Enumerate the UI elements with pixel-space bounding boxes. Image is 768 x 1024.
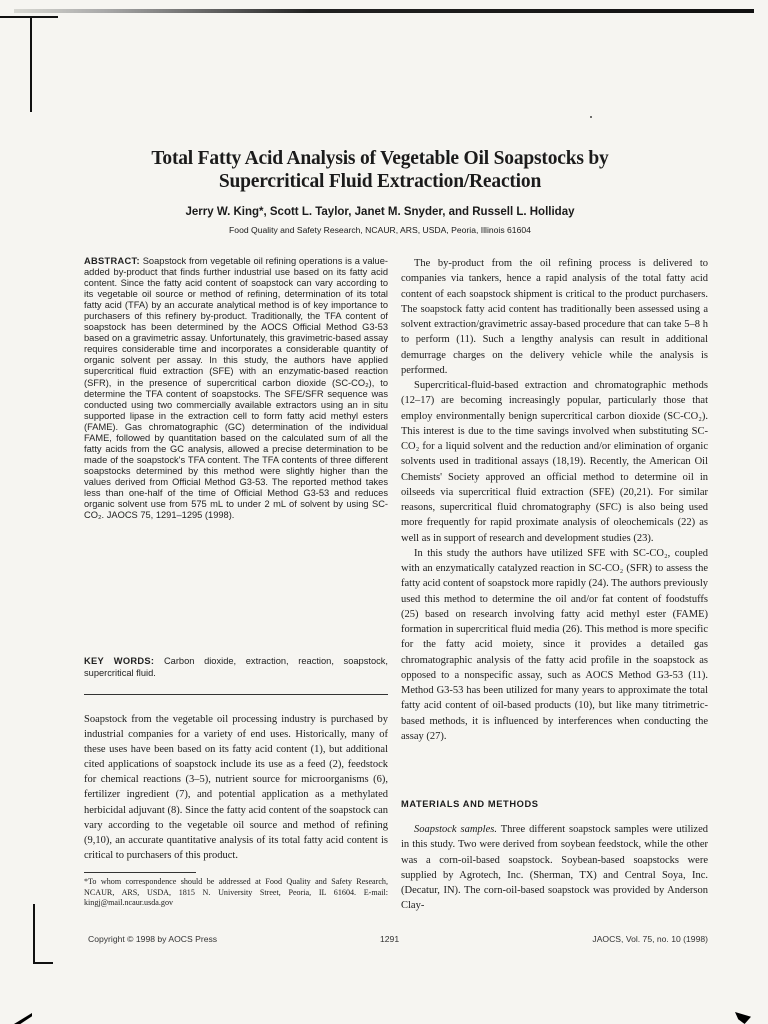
keywords	[84, 656, 388, 680]
materials-paragraph	[401, 822, 708, 914]
subsection-lead: Soapstock samples.	[414, 824, 497, 835]
abstract	[84, 256, 388, 521]
subsection-text: Three different soapstock samples were utilized in this study. Two were derived from soybean feedstock, while the other was a corn-oil-based soapstock. Soybean-based soapstocks were supplied by Agrotech, Inc. (Sherman, TX) and Central Soya, Inc. (Decatur, IN). The corn-oil-based soapstock was provided by Anderson Clay-	[401, 824, 708, 912]
paragraph-2: Supercritical-fluid-based extraction and chromatographic methods (12–17) are becoming increasingly popular, particularly those that employ environmentally benign supercritical carbon dioxide (SC-CO₂). This interest is due to the time savings involved when substituting SC-CO₂ for a liquid solvent and the reduction and/or elimination of organic solvents used in traditional assays (18,19). Recently, the American Oil Chemists' Society approved an official method to determine oil in oilseeds via supercritical fluid extraction (SFE) (20,21). For similar reasons, supercritical fluid chromatography (SFC) is also being used more frequently for rapid proximate analysis of oleochemicals (22) as well as in support of research and development studies (23).	[401, 380, 708, 544]
crop-mark-bottom-left-horizontal	[33, 962, 53, 964]
crop-mark-top-left-horizontal	[0, 16, 58, 18]
keywords-text: Carbon dioxide, extraction, reaction, soapstock, supercritical fluid.	[84, 656, 388, 678]
author-list: Jerry W. King*, Scott L. Taylor, Janet M. Snyder, and Russell L. Holliday	[185, 206, 575, 218]
right-column-text	[401, 256, 708, 744]
journal-reference: JAOCS, Vol. 75, no. 10 (1998)	[592, 934, 708, 944]
title-line-1: Total Fatty Acid Analysis of Vegetable Oil Soapstocks by	[151, 148, 609, 169]
paragraph-soapstock-samples	[401, 822, 708, 914]
article-title	[60, 147, 700, 193]
top-rule	[14, 9, 754, 13]
footnote-divider	[84, 872, 196, 873]
title-line-2: Supercritical Fluid Extraction/Reaction	[218, 171, 542, 192]
corner-mark-bottom-left	[14, 1013, 32, 1024]
correspondence-footnote: *To whom correspondence should be addressed at Food Quality and Safety Research, NCAUR, ARS, USDA, 1815 N. University Street, Peoria, IL 61604. E-mail: kingj@mail.ncaur.usda.gov	[84, 877, 388, 907]
abstract-citation: JAOCS 75, 1291–1295 (1998).	[106, 510, 235, 521]
section-heading-materials-methods: MATERIALS AND METHODS	[401, 799, 539, 809]
crop-mark-bottom-left-vertical	[33, 904, 35, 964]
keywords-label: KEY WORDS:	[84, 656, 155, 666]
abstract-label: ABSTRACT:	[84, 256, 140, 266]
intro-paragraph: Soapstock from the vegetable oil processing industry is purchased by industrial companies for a variety of end uses. Historically, many of these uses have been based on its fatty acid content (1), but additional cited applications of soapstock include its use as a feed (2), feedstock for chemical reactions (3–5), nutrient source for microorganisms (6), fertilizer ingredient (7), and potential application as a methylated herbicidal adjuvant (8). Since the fatty acid content of the soapstock can vary according to the vegetable oil source and method of refining (9,10), an accurate quantitative analysis of its total fatty acid content is critical to purchasers of this product.	[84, 714, 388, 861]
paragraph-1: The by-product from the oil refining process is delivered to companies via tankers, hence a rapid analysis of the total fatty acid content of each soapstock shipment is critical to the product purchasers. The soapstock fatty acid content has traditionally been assessed using a solvent extraction/gravimetric assay-based procedure that can take 5–8 h to perform (11). Such a lengthy analysis can result in additional demurrage charges on the delivery vehicle while the analysis is performed.	[401, 258, 708, 376]
abstract-divider	[84, 694, 388, 695]
scan-speck	[590, 116, 592, 118]
paragraph-3: In this study the authors have utilized SFE with SC-CO₂, coupled with an enzymatically catalyzed reaction in SC-CO₂ (SFR) to assess the fatty acid content of soapstock more rapidly (24). The authors previously used this method to determine the oil and/or fat content of foodstuffs (25) based on research involving fatty acid methyl ester (FAME) formation in supercritical fluid media (26). This method is more specific for the fatty acid moiety, since it provides a detailed gas chromatographic analysis of the fatty acid profile in the soapstock as opposed to a nonspecific assay, such as AOCS Method G3-53 (11). Method G3-53 has been utilized for many years to approximate the total fatty acid content of oil-based products (10), but like many titrimetric-based methods, it is influenced by interferences when conducting the assay (27).	[401, 547, 708, 742]
copyright-notice: Copyright © 1998 by AOCS Press	[88, 934, 218, 944]
page-number: 1291	[380, 934, 400, 944]
affiliation: Food Quality and Safety Research, NCAUR, ARS, USDA, Peoria, Illinois 61604	[229, 225, 531, 235]
abstract-text: Soapstock from vegetable oil refining operations is a value-added by-product that finds further industrial use based on its fatty acid content. Since the fatty acid content of soapstock can vary according to its vegetable oil source or method of refining, determination of its total fatty acid (TFA) by an accurate analytical method is of key importance to purchasers of this refinery by-product. Traditionally, the TFA content of soapstock has been determined by the AOCS Official Method G3-53 based on a gravimetric assay. Unfortunately, this gravimetric-based assay requires considerable time and incorporates a considerable quantity of organic solvent per assay. In this study, the authors have applied supercritical fluid extraction (SFE) with an enzymatic-based reaction (SFR), in the presence of supercritical carbon dioxide (SC-CO₂), to determine the TFA content of soapstocks. The SFE/SFR sequence was conducted using two commercially available extractors using an in situ supported lipase in the extraction cell to form fatty acid methyl esters (FAME). Gas chromatographic (GC) determination of the individual FAME, followed by quantitation based on the calculated sum of all the fatty acids from the GC analysis, allowed a precise determination to be made of the soapstock's TFA content. The TFA contents of three different soapstocks determined by this method were slightly higher than the values derived from Official Method G3-53. The reported method takes less than one-half of the time of Official Method G3-53 and reduces organic solvent use from 575 mL to under 2 mL of solvent by using SC-CO₂.	[84, 256, 388, 521]
corner-mark-bottom-right	[735, 1012, 751, 1024]
crop-mark-top-left-vertical	[30, 16, 32, 112]
